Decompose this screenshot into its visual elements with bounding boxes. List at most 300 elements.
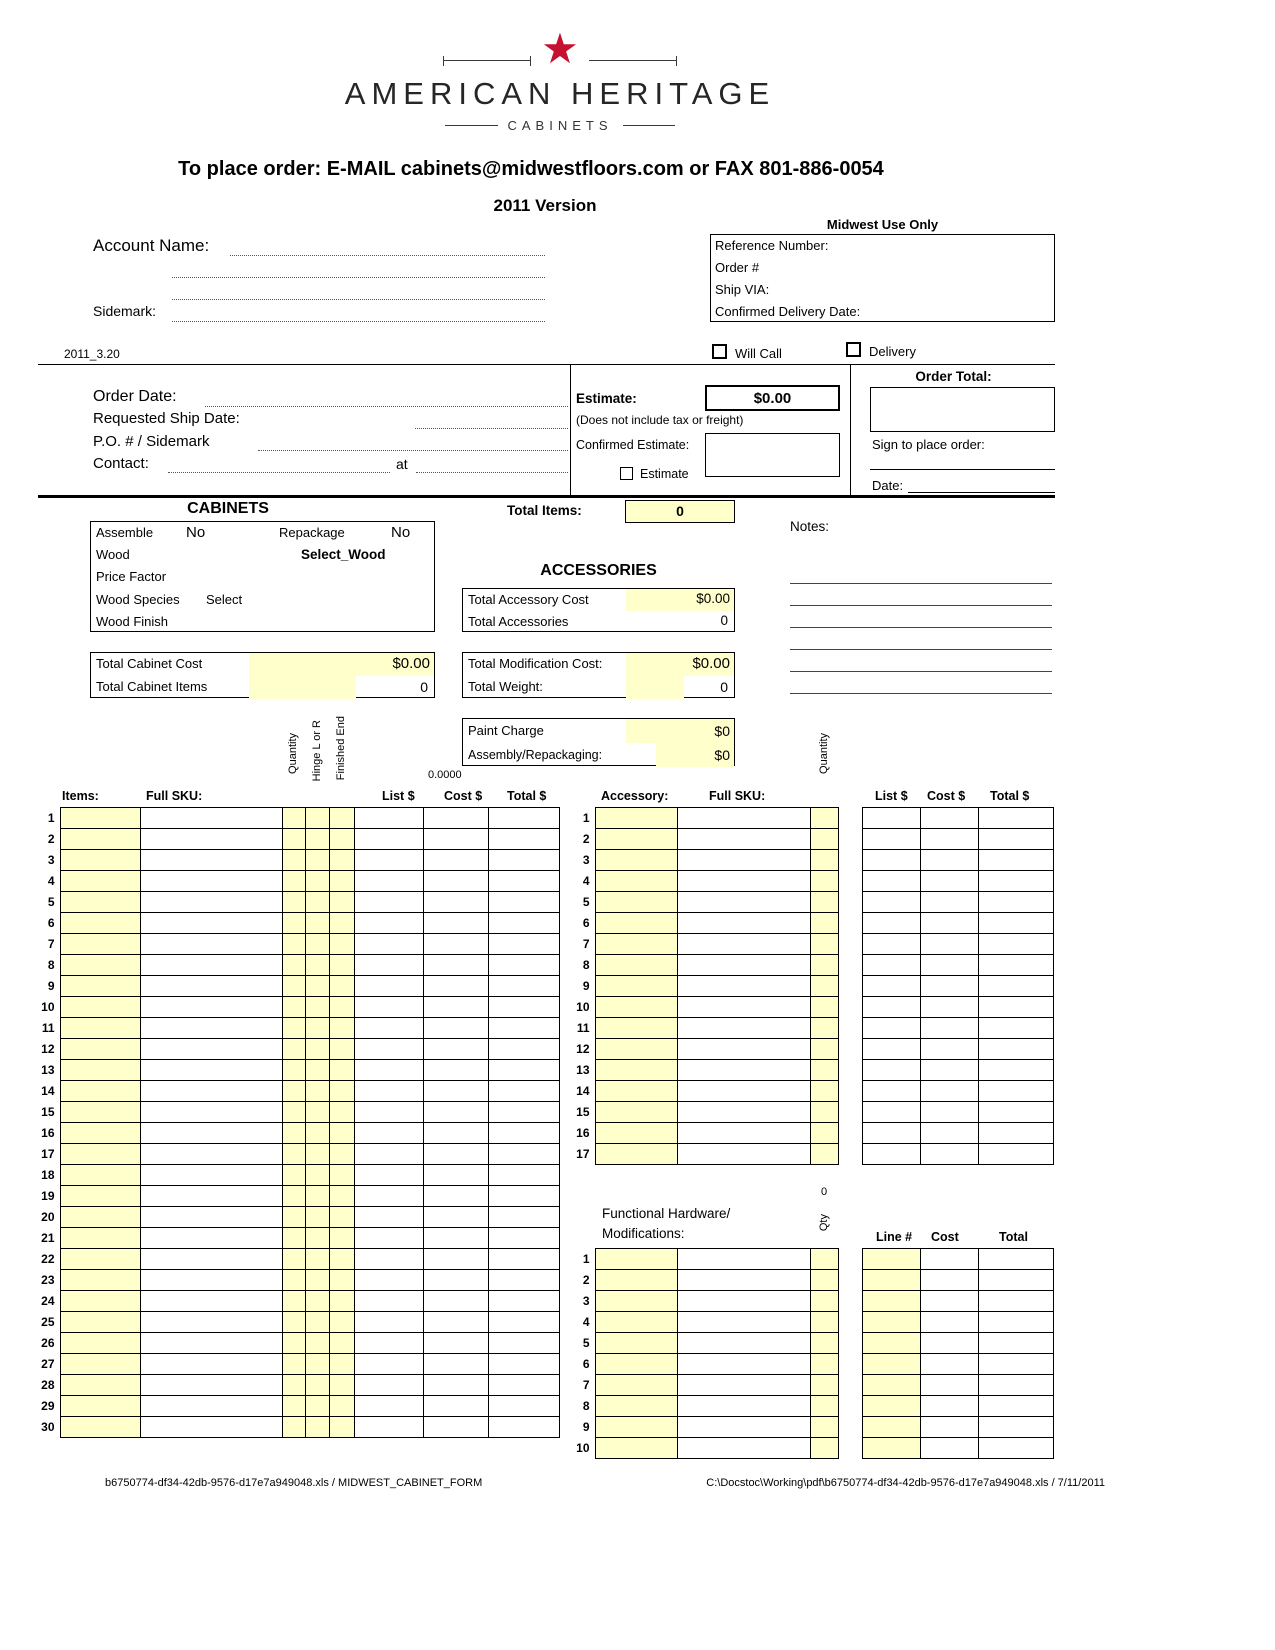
total-cell[interactable] <box>488 1039 559 1060</box>
finished-end-cell[interactable] <box>329 1228 354 1249</box>
hardware-cell[interactable] <box>595 1291 677 1312</box>
quantity-cell[interactable] <box>810 808 838 829</box>
line-number-cell[interactable] <box>862 1312 920 1333</box>
quantity-cell[interactable] <box>810 1060 838 1081</box>
list-cell[interactable] <box>354 913 423 934</box>
hinge-cell[interactable] <box>305 1354 329 1375</box>
total-cell[interactable] <box>978 1375 1053 1396</box>
finished-end-cell[interactable] <box>329 955 354 976</box>
quantity-cell[interactable] <box>282 871 305 892</box>
cost-cell[interactable] <box>920 871 978 892</box>
sku-cell[interactable] <box>140 871 282 892</box>
account-name-input-3[interactable] <box>172 299 545 300</box>
item-cell[interactable] <box>60 871 140 892</box>
finished-end-cell[interactable] <box>329 1417 354 1438</box>
sku-cell[interactable] <box>677 997 810 1018</box>
description-cell[interactable] <box>677 1312 810 1333</box>
cost-cell[interactable] <box>920 1438 978 1459</box>
hardware-cell[interactable] <box>595 1249 677 1270</box>
list-cell[interactable] <box>862 1144 920 1165</box>
finished-end-cell[interactable] <box>329 976 354 997</box>
finished-end-cell[interactable] <box>329 808 354 829</box>
quantity-cell[interactable] <box>282 913 305 934</box>
item-cell[interactable] <box>60 1081 140 1102</box>
sku-cell[interactable] <box>140 913 282 934</box>
total-cell[interactable] <box>978 1060 1053 1081</box>
cost-cell[interactable] <box>423 1396 488 1417</box>
sku-cell[interactable] <box>140 1102 282 1123</box>
delivery-checkbox[interactable] <box>846 342 861 357</box>
list-cell[interactable] <box>862 913 920 934</box>
finished-end-cell[interactable] <box>329 1081 354 1102</box>
finished-end-cell[interactable] <box>329 871 354 892</box>
hinge-cell[interactable] <box>305 1291 329 1312</box>
list-cell[interactable] <box>862 1081 920 1102</box>
accessory-cell[interactable] <box>595 955 677 976</box>
contact-phone-input[interactable] <box>416 472 568 473</box>
finished-end-cell[interactable] <box>329 829 354 850</box>
hinge-cell[interactable] <box>305 1396 329 1417</box>
assemble-value[interactable]: No <box>186 524 206 541</box>
cost-cell[interactable] <box>920 1039 978 1060</box>
total-cell[interactable] <box>488 1102 559 1123</box>
total-cell[interactable] <box>978 1312 1053 1333</box>
sku-cell[interactable] <box>677 1144 810 1165</box>
item-cell[interactable] <box>60 976 140 997</box>
item-cell[interactable] <box>60 1186 140 1207</box>
total-cell[interactable] <box>488 1018 559 1039</box>
sku-cell[interactable] <box>140 829 282 850</box>
sku-cell[interactable] <box>140 1165 282 1186</box>
cost-cell[interactable] <box>423 808 488 829</box>
cost-cell[interactable] <box>423 871 488 892</box>
list-cell[interactable] <box>862 850 920 871</box>
list-cell[interactable] <box>354 1291 423 1312</box>
item-cell[interactable] <box>60 1354 140 1375</box>
quantity-cell[interactable] <box>810 829 838 850</box>
item-cell[interactable] <box>60 934 140 955</box>
quantity-cell[interactable] <box>810 913 838 934</box>
sku-cell[interactable] <box>677 955 810 976</box>
description-cell[interactable] <box>677 1354 810 1375</box>
finished-end-cell[interactable] <box>329 1333 354 1354</box>
wood-value[interactable]: Select_Wood <box>301 547 386 563</box>
item-cell[interactable] <box>60 1018 140 1039</box>
quantity-cell[interactable] <box>282 808 305 829</box>
sku-cell[interactable] <box>677 976 810 997</box>
hinge-cell[interactable] <box>305 1060 329 1081</box>
line-number-cell[interactable] <box>862 1375 920 1396</box>
finished-end-cell[interactable] <box>329 997 354 1018</box>
list-cell[interactable] <box>354 1228 423 1249</box>
total-cell[interactable] <box>978 997 1053 1018</box>
sku-cell[interactable] <box>140 955 282 976</box>
hinge-cell[interactable] <box>305 934 329 955</box>
hinge-cell[interactable] <box>305 1186 329 1207</box>
hinge-cell[interactable] <box>305 997 329 1018</box>
hardware-cell[interactable] <box>595 1312 677 1333</box>
total-cell[interactable] <box>488 850 559 871</box>
description-cell[interactable] <box>677 1333 810 1354</box>
total-cell[interactable] <box>978 808 1053 829</box>
quantity-cell[interactable] <box>282 934 305 955</box>
list-cell[interactable] <box>354 1039 423 1060</box>
quantity-cell[interactable] <box>282 1060 305 1081</box>
sidemark-input[interactable] <box>172 321 545 322</box>
cost-cell[interactable] <box>423 1270 488 1291</box>
sku-cell[interactable] <box>140 1039 282 1060</box>
hinge-cell[interactable] <box>305 1417 329 1438</box>
cost-cell[interactable] <box>920 1102 978 1123</box>
cost-cell[interactable] <box>423 829 488 850</box>
cost-cell[interactable] <box>423 1039 488 1060</box>
hinge-cell[interactable] <box>305 913 329 934</box>
total-cell[interactable] <box>978 1018 1053 1039</box>
sku-cell[interactable] <box>140 808 282 829</box>
notes-line[interactable] <box>790 627 1052 628</box>
cost-cell[interactable] <box>423 1186 488 1207</box>
list-cell[interactable] <box>354 1018 423 1039</box>
list-cell[interactable] <box>354 850 423 871</box>
quantity-cell[interactable] <box>810 850 838 871</box>
quantity-cell[interactable] <box>810 934 838 955</box>
item-cell[interactable] <box>60 808 140 829</box>
sku-cell[interactable] <box>140 976 282 997</box>
total-cell[interactable] <box>978 1102 1053 1123</box>
cost-cell[interactable] <box>920 997 978 1018</box>
list-cell[interactable] <box>354 1417 423 1438</box>
quantity-cell[interactable] <box>282 1354 305 1375</box>
line-number-cell[interactable] <box>862 1249 920 1270</box>
order-number-field[interactable]: Order # <box>715 260 760 275</box>
cost-cell[interactable] <box>423 1417 488 1438</box>
total-cell[interactable] <box>488 1186 559 1207</box>
total-cell[interactable] <box>488 1228 559 1249</box>
item-cell[interactable] <box>60 1039 140 1060</box>
quantity-cell[interactable] <box>282 892 305 913</box>
sku-cell[interactable] <box>140 1312 282 1333</box>
quantity-cell[interactable] <box>282 1375 305 1396</box>
total-cell[interactable] <box>488 1249 559 1270</box>
accessory-cell[interactable] <box>595 829 677 850</box>
qty-cell[interactable] <box>810 1438 838 1459</box>
cost-cell[interactable] <box>920 1123 978 1144</box>
cost-cell[interactable] <box>423 1312 488 1333</box>
item-cell[interactable] <box>60 892 140 913</box>
sign-line[interactable] <box>870 469 1055 470</box>
quantity-cell[interactable] <box>282 1102 305 1123</box>
item-cell[interactable] <box>60 1228 140 1249</box>
total-cell[interactable] <box>488 1291 559 1312</box>
sku-cell[interactable] <box>140 1270 282 1291</box>
line-number-cell[interactable] <box>862 1291 920 1312</box>
cost-cell[interactable] <box>423 913 488 934</box>
list-cell[interactable] <box>354 1333 423 1354</box>
cost-cell[interactable] <box>423 1207 488 1228</box>
total-cell[interactable] <box>978 1123 1053 1144</box>
item-cell[interactable] <box>60 1144 140 1165</box>
total-cell[interactable] <box>978 955 1053 976</box>
cost-cell[interactable] <box>920 1333 978 1354</box>
notes-line[interactable] <box>790 583 1052 584</box>
quantity-cell[interactable] <box>810 1123 838 1144</box>
cost-cell[interactable] <box>423 1291 488 1312</box>
accessory-cell[interactable] <box>595 808 677 829</box>
quantity-cell[interactable] <box>282 1186 305 1207</box>
sku-cell[interactable] <box>140 1291 282 1312</box>
quantity-cell[interactable] <box>282 997 305 1018</box>
hinge-cell[interactable] <box>305 1228 329 1249</box>
line-number-cell[interactable] <box>862 1333 920 1354</box>
cost-cell[interactable] <box>920 1291 978 1312</box>
item-cell[interactable] <box>60 1417 140 1438</box>
list-cell[interactable] <box>354 1102 423 1123</box>
cost-cell[interactable] <box>423 1228 488 1249</box>
order-date-input[interactable] <box>205 406 568 407</box>
hinge-cell[interactable] <box>305 955 329 976</box>
item-cell[interactable] <box>60 997 140 1018</box>
list-cell[interactable] <box>862 871 920 892</box>
hardware-cell[interactable] <box>595 1354 677 1375</box>
sku-cell[interactable] <box>677 808 810 829</box>
total-cell[interactable] <box>978 1438 1053 1459</box>
total-cell[interactable] <box>488 1417 559 1438</box>
hinge-cell[interactable] <box>305 1018 329 1039</box>
list-cell[interactable] <box>354 1123 423 1144</box>
finished-end-cell[interactable] <box>329 1270 354 1291</box>
qty-cell[interactable] <box>810 1333 838 1354</box>
list-cell[interactable] <box>354 1375 423 1396</box>
cost-cell[interactable] <box>920 1060 978 1081</box>
cost-cell[interactable] <box>920 1144 978 1165</box>
total-cell[interactable] <box>978 1291 1053 1312</box>
sku-cell[interactable] <box>677 829 810 850</box>
list-cell[interactable] <box>862 1039 920 1060</box>
list-cell[interactable] <box>354 1249 423 1270</box>
item-cell[interactable] <box>60 829 140 850</box>
sku-cell[interactable] <box>140 1249 282 1270</box>
estimate-checkbox[interactable] <box>620 467 633 480</box>
cost-cell[interactable] <box>920 1417 978 1438</box>
cost-cell[interactable] <box>920 850 978 871</box>
finished-end-cell[interactable] <box>329 1186 354 1207</box>
accessory-cell[interactable] <box>595 976 677 997</box>
total-cell[interactable] <box>488 1333 559 1354</box>
reference-number-field[interactable]: Reference Number: <box>715 238 829 253</box>
sku-cell[interactable] <box>677 1102 810 1123</box>
hardware-cell[interactable] <box>595 1333 677 1354</box>
quantity-cell[interactable] <box>810 1039 838 1060</box>
total-cell[interactable] <box>488 829 559 850</box>
item-cell[interactable] <box>60 913 140 934</box>
cost-cell[interactable] <box>423 934 488 955</box>
sku-cell[interactable] <box>677 1081 810 1102</box>
wood-species-value[interactable]: Select <box>206 591 243 607</box>
description-cell[interactable] <box>677 1375 810 1396</box>
cost-cell[interactable] <box>423 1375 488 1396</box>
list-cell[interactable] <box>862 934 920 955</box>
item-cell[interactable] <box>60 1165 140 1186</box>
list-cell[interactable] <box>354 892 423 913</box>
hinge-cell[interactable] <box>305 1333 329 1354</box>
finished-end-cell[interactable] <box>329 892 354 913</box>
item-cell[interactable] <box>60 1333 140 1354</box>
sku-cell[interactable] <box>677 850 810 871</box>
hardware-cell[interactable] <box>595 1375 677 1396</box>
sku-cell[interactable] <box>140 1396 282 1417</box>
cost-cell[interactable] <box>920 808 978 829</box>
cost-cell[interactable] <box>423 1165 488 1186</box>
quantity-cell[interactable] <box>282 829 305 850</box>
sku-cell[interactable] <box>677 913 810 934</box>
hardware-cell[interactable] <box>595 1270 677 1291</box>
total-cell[interactable] <box>978 1039 1053 1060</box>
hinge-cell[interactable] <box>305 892 329 913</box>
total-cell[interactable] <box>488 997 559 1018</box>
quantity-cell[interactable] <box>282 1249 305 1270</box>
list-cell[interactable] <box>354 1354 423 1375</box>
total-cell[interactable] <box>978 1081 1053 1102</box>
total-cell[interactable] <box>488 1144 559 1165</box>
cost-cell[interactable] <box>423 1018 488 1039</box>
hinge-cell[interactable] <box>305 1270 329 1291</box>
sku-cell[interactable] <box>140 1186 282 1207</box>
cost-cell[interactable] <box>423 1102 488 1123</box>
total-cell[interactable] <box>488 808 559 829</box>
line-number-cell[interactable] <box>862 1438 920 1459</box>
total-cell[interactable] <box>978 1249 1053 1270</box>
hinge-cell[interactable] <box>305 871 329 892</box>
list-cell[interactable] <box>354 1165 423 1186</box>
cost-cell[interactable] <box>920 913 978 934</box>
cost-cell[interactable] <box>423 1060 488 1081</box>
hinge-cell[interactable] <box>305 808 329 829</box>
sku-cell[interactable] <box>140 1018 282 1039</box>
sku-cell[interactable] <box>140 1060 282 1081</box>
list-cell[interactable] <box>862 1018 920 1039</box>
total-cell[interactable] <box>978 892 1053 913</box>
cost-cell[interactable] <box>423 1354 488 1375</box>
hinge-cell[interactable] <box>305 1123 329 1144</box>
item-cell[interactable] <box>60 955 140 976</box>
hinge-cell[interactable] <box>305 1039 329 1060</box>
sku-cell[interactable] <box>140 892 282 913</box>
cost-cell[interactable] <box>920 976 978 997</box>
quantity-cell[interactable] <box>282 1165 305 1186</box>
sku-cell[interactable] <box>140 1417 282 1438</box>
quantity-cell[interactable] <box>282 1270 305 1291</box>
list-cell[interactable] <box>354 934 423 955</box>
ship-via-field[interactable]: Ship VIA: <box>715 282 770 297</box>
item-cell[interactable] <box>60 1060 140 1081</box>
cost-cell[interactable] <box>920 1081 978 1102</box>
item-cell[interactable] <box>60 1291 140 1312</box>
accessory-cell[interactable] <box>595 1018 677 1039</box>
item-cell[interactable] <box>60 1270 140 1291</box>
quantity-cell[interactable] <box>282 1228 305 1249</box>
list-cell[interactable] <box>354 1396 423 1417</box>
quantity-cell[interactable] <box>282 1207 305 1228</box>
quantity-cell[interactable] <box>282 1081 305 1102</box>
quantity-cell[interactable] <box>282 1312 305 1333</box>
quantity-cell[interactable] <box>810 1102 838 1123</box>
sku-cell[interactable] <box>140 1333 282 1354</box>
finished-end-cell[interactable] <box>329 1165 354 1186</box>
list-cell[interactable] <box>354 1312 423 1333</box>
total-cell[interactable] <box>488 976 559 997</box>
quantity-cell[interactable] <box>810 997 838 1018</box>
finished-end-cell[interactable] <box>329 1396 354 1417</box>
total-cell[interactable] <box>488 1081 559 1102</box>
accessory-cell[interactable] <box>595 871 677 892</box>
total-cell[interactable] <box>978 1333 1053 1354</box>
accessory-cell[interactable] <box>595 1102 677 1123</box>
contact-input[interactable] <box>168 472 390 473</box>
requested-ship-date-input[interactable] <box>415 428 568 429</box>
quantity-cell[interactable] <box>282 1396 305 1417</box>
notes-line[interactable] <box>790 671 1052 672</box>
cost-cell[interactable] <box>423 976 488 997</box>
finished-end-cell[interactable] <box>329 913 354 934</box>
sku-cell[interactable] <box>677 1018 810 1039</box>
hinge-cell[interactable] <box>305 1081 329 1102</box>
line-number-cell[interactable] <box>862 1396 920 1417</box>
sku-cell[interactable] <box>140 1081 282 1102</box>
qty-cell[interactable] <box>810 1417 838 1438</box>
accessory-cell[interactable] <box>595 934 677 955</box>
cost-cell[interactable] <box>423 1123 488 1144</box>
total-cell[interactable] <box>978 1396 1053 1417</box>
total-cell[interactable] <box>978 871 1053 892</box>
cost-cell[interactable] <box>423 955 488 976</box>
quantity-cell[interactable] <box>282 1018 305 1039</box>
notes-line[interactable] <box>790 605 1052 606</box>
quantity-cell[interactable] <box>810 955 838 976</box>
item-cell[interactable] <box>60 1249 140 1270</box>
finished-end-cell[interactable] <box>329 1207 354 1228</box>
list-cell[interactable] <box>862 1102 920 1123</box>
finished-end-cell[interactable] <box>329 1060 354 1081</box>
accessory-cell[interactable] <box>595 1060 677 1081</box>
total-cell[interactable] <box>488 1354 559 1375</box>
quantity-cell[interactable] <box>282 1039 305 1060</box>
sku-cell[interactable] <box>677 1123 810 1144</box>
qty-cell[interactable] <box>810 1270 838 1291</box>
item-cell[interactable] <box>60 1375 140 1396</box>
list-cell[interactable] <box>862 1123 920 1144</box>
finished-end-cell[interactable] <box>329 1291 354 1312</box>
finished-end-cell[interactable] <box>329 1354 354 1375</box>
finished-end-cell[interactable] <box>329 1018 354 1039</box>
total-cell[interactable] <box>488 871 559 892</box>
cost-cell[interactable] <box>423 1144 488 1165</box>
sku-cell[interactable] <box>140 997 282 1018</box>
list-cell[interactable] <box>354 1186 423 1207</box>
sku-cell[interactable] <box>677 934 810 955</box>
list-cell[interactable] <box>354 1144 423 1165</box>
accessory-cell[interactable] <box>595 1144 677 1165</box>
confirmed-delivery-field[interactable]: Confirmed Delivery Date: <box>715 304 861 319</box>
total-cell[interactable] <box>978 976 1053 997</box>
list-cell[interactable] <box>354 997 423 1018</box>
item-cell[interactable] <box>60 850 140 871</box>
qty-cell[interactable] <box>810 1375 838 1396</box>
line-number-cell[interactable] <box>862 1354 920 1375</box>
cost-cell[interactable] <box>423 1333 488 1354</box>
confirmed-estimate-box[interactable] <box>705 433 840 477</box>
list-cell[interactable] <box>862 997 920 1018</box>
cost-cell[interactable] <box>920 1396 978 1417</box>
